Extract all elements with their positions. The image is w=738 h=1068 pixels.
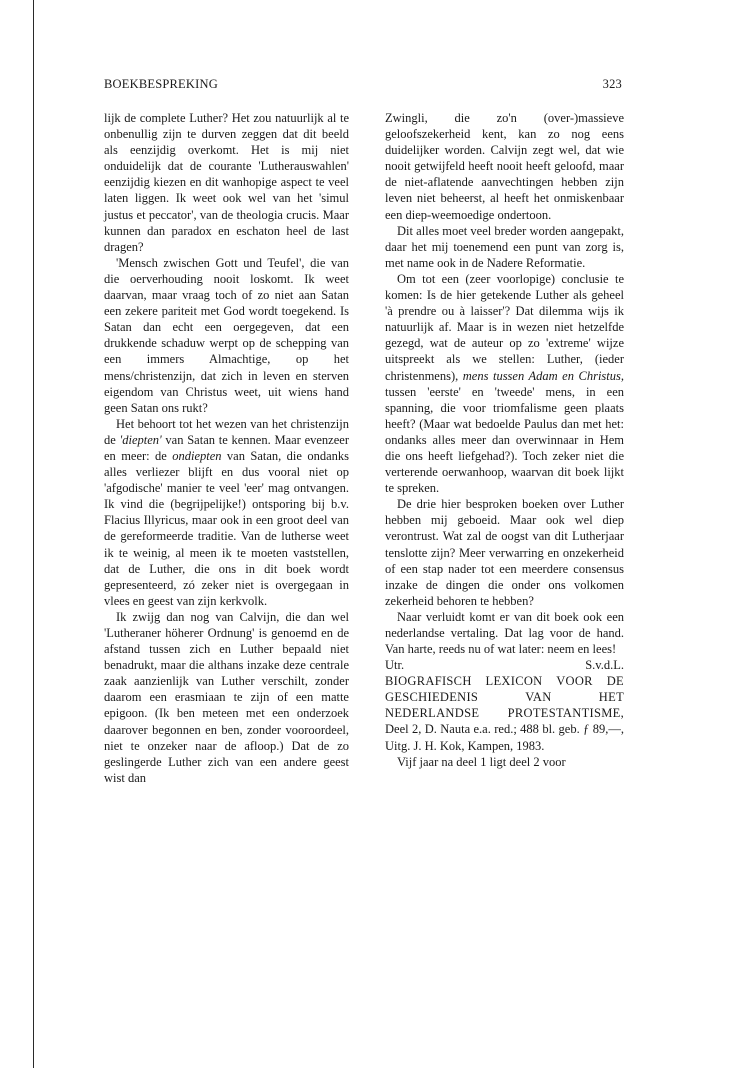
text-run: van Satan te kennen. Maar evenzeer en meer: de [104, 432, 349, 463]
text-run: van Satan, die ondanks alles verliezer blijft en dus vooral niet op 'afgodische' manier te veel 'eer' mag ontvangen. Ik vind die (begrijpelijke!) ontsporing bij b.v. Flacius Illyricus, maar ook in een groot deel van de gereformeerde traditie. Van de lutherse weet ik te weinig, al meen ik te moeten vaststellen, dat de Luther, die ons in dit boek wordt gepresenteerd, zó zeker niet is overgegaan in vlees en geest van zijn kerkvolk. [104, 448, 349, 608]
paragraph: 'Mensch zwischen Gott und Teufel', die van die oerverhouding nooit loskomt. Ik weet daarvan, maar vraag toch of zo niet aan Satan een zekere pariteit met God wordt toegekend. Is Satan dan echt een oergegeven, dat een drukkende schaduw werpt op de schepping van een immers Almachtige, op het mens/christenzijn, dat zich in leven en sterven eigendom van Christus weet, uit wiens hand geen Satan ons rukt? [104, 255, 349, 415]
book-entry-details: Deel 2, D. Nauta e.a. red.; 488 bl. geb. ƒ 89,—, Uitg. J. H. Kok, Kampen, 1983. [385, 722, 624, 753]
emphasis: mens tussen Adam en Christus, [462, 368, 624, 383]
text-run: tussen 'eerste' en 'tweede' mens, in een spanning, die voor triomfalisme geen plaats heeft? (Maar wat bedoelde Paulus dan met het: ondanks alles meer dan overwinnaar in Hem die ons heeft liefgehad?). Toch zeker niet die verterende oerwanhoop, waarvan dit boek lijkt te spreken. [385, 384, 624, 496]
page-number: 323 [602, 77, 622, 91]
text-run: Het behoort tot het wezen van het christenzijn de [104, 416, 349, 447]
right-column [385, 110, 624, 770]
book-entry-title: BIOGRAFISCH LEXICON VOOR DE GESCHIEDENIS VAN HET NEDERLANDSE PROTESTANTISME, [385, 674, 624, 721]
signature-place: Utr. [385, 658, 405, 673]
emphasis: 'diepten' [119, 432, 162, 447]
paragraph: Dit alles moet veel breder worden aangepakt, daar het mij toenemend een punt van zorg is, met name ook in de Nadere Reformatie. [385, 223, 624, 270]
paragraph: lijk de complete Luther? Het zou natuurlijk al te onbenullig zijn te durven zeggen dat dit beeld als eenzijdig overkomt. Het is mij niet onduidelijk dat de courante 'Lutherauswahlen' eenzijdig kiezen en dit wanhopige aspect te veel laten liggen. Ik weet ook wel van het 'simul justus et peccator', van de theologia crucis. Maar kunnen dan paradox en eschaton heel de last dragen? [104, 111, 349, 254]
paragraph [385, 271, 624, 496]
paragraph: Zwingli, die zo'n (over-)massieve geloofszekerheid kent, kan zo nog eens duidelijker worden. Calvijn zegt wel, dat wie nooit getwijfeld heeft nooit heeft geloofd, maar de niet-aflatende aanvechtingen hebben zijn leven niet beheerst, al heeft het onmiskenbaar een diep-weemoedige ondertoon. [385, 111, 624, 222]
paragraph: De drie hier besproken boeken over Luther hebben mij geboeid. Maar ook wel diep verontrust. Wat zal de oogst van dit Lutherjaar tenslotte zijn? Meer verwarring en onzekerheid of een stap nader tot een meerdere consensus inzake de dingen die onder ons volkomen zekerheid behoren te hebben? [385, 497, 624, 608]
section-title: BOEKBESPREKING [104, 77, 218, 91]
page-edge-line [33, 0, 34, 1068]
paragraph [104, 416, 349, 609]
emphasis: ondiepten [172, 448, 222, 463]
paragraph: Ik zwijg dan nog van Calvijn, die dan wel 'Lutheraner höherer Ordnung' is genoemd en de afstand tussen zich en Luther bepaald niet benadrukt, maar die althans inzake deze centrale zaak aanzienlijk van Luther verschilt, zonder daarom een erasmiaan te zijn of een matte epigoon. (Ik ben meteen met een onderzoek daarover begonnen en ben, zonder vooroordeel, niet te onzeker naar de afloop.) Dat de zo geslingerde Luther zich van een andere geest wist dan [104, 609, 349, 785]
paragraph: Naar verluidt komt er van dit boek ook een nederlandse vertaling. Dat lag voor de hand. Van harte, reeds nu of wat later: neem en lees! [385, 609, 624, 657]
text-run: Om tot een (zeer voorlopige) conclusie te komen: Is de hier getekende Luther als geheel 'à prendre ou à laisser'? Dat dilemma wijs ik natuurlijk af. Maar is in wezen niet hetzelfde gezegd, wat de auteur op zo 'extreme' wijze uitspreekt als we stellen: Luther, (ieder christenmens), [385, 271, 624, 383]
paragraph: Vijf jaar na deel 1 ligt deel 2 voor [397, 754, 566, 769]
left-column [104, 110, 349, 786]
book-entry [385, 673, 624, 753]
review-signature [385, 657, 624, 673]
signature-initials: S.v.d.L. [585, 658, 624, 673]
